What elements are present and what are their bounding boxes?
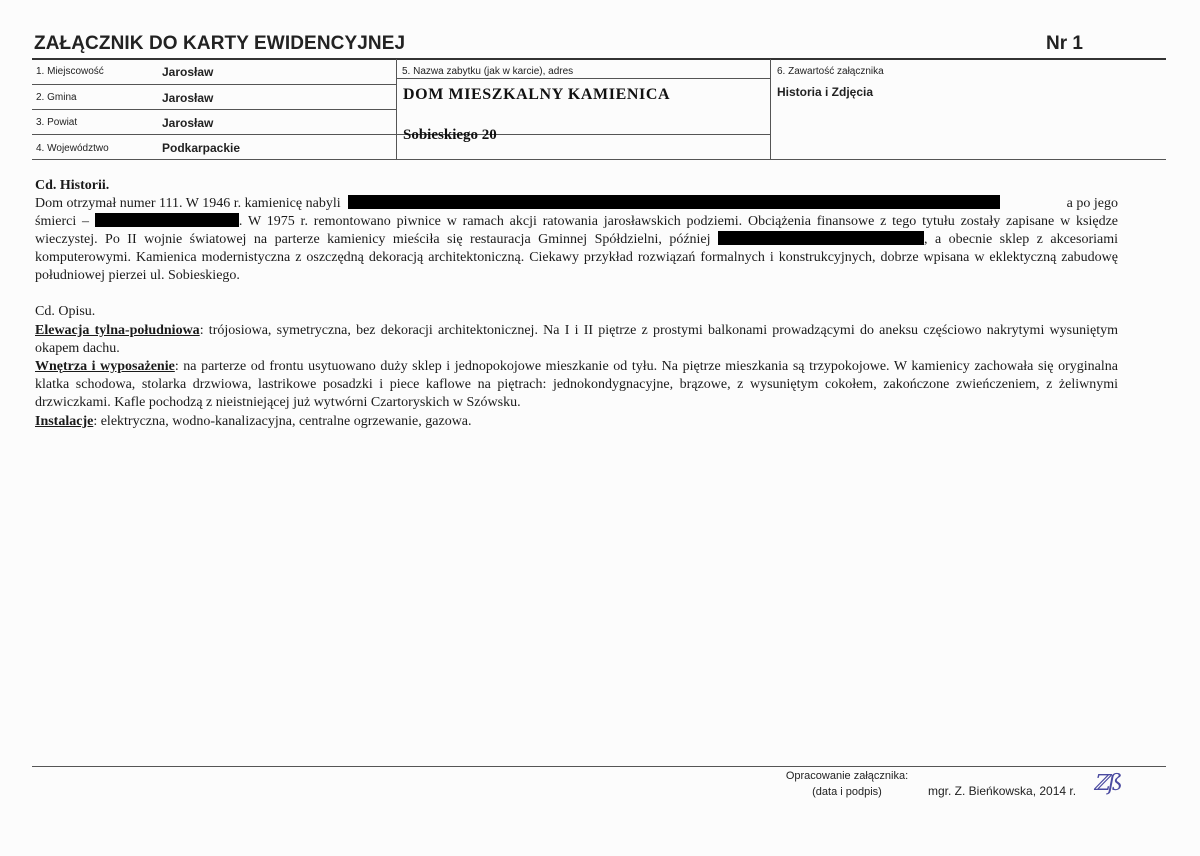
redaction-box xyxy=(95,213,239,227)
installations-text: : elektryczna, wodno-kanalizacyjna, centralne ogrzewanie, gazowa. xyxy=(93,414,472,429)
wojewodztwo-label: 4. Województwo xyxy=(36,143,109,154)
date-sign-label: (data i podpis) xyxy=(812,786,882,798)
monument-divider xyxy=(396,78,770,79)
gmina-value: Jarosław xyxy=(162,91,214,105)
table-bottom-border xyxy=(32,159,1166,160)
contents-label: 6. Zawartość załącznika xyxy=(777,66,884,77)
author: mgr. Z. Bieńkowska, 2014 r. xyxy=(928,784,1077,798)
contents-value: Historia i Zdjęcia xyxy=(777,85,874,99)
miejscowosc-label: 1. Miejscowość xyxy=(36,66,104,77)
history-paragraph xyxy=(35,213,1118,285)
monument-address: Sobieskiego 20 xyxy=(403,127,497,143)
elevation-text: : trójosiowa, symetryczna, bez dekoracji architektonicznej. Na I i II piętrze z prostymi balkonami prowadzącymi do aneksu częściowo nakrytymi wysuniętym okapem dachu. xyxy=(35,323,1118,356)
installations-label: Instalacje xyxy=(35,414,94,429)
history-text-3b: , a obecnie sklep z akcesoriami komputerowymi. Kamienica modernistyczna z oszczędną dekoracją architektoniczną. Ciekawy przykład rozwiązań formalnych i konstrukcyjnych, dobrze wpisana w eklektyczną zabudowę południowej pierzei ul. Sobieskiego. xyxy=(35,232,1119,283)
powiat-value: Jarosław xyxy=(162,116,214,130)
row-divider-2 xyxy=(32,109,396,110)
history-text-2b: . W 1975 r. remontowano piwnice w ramach akcji ratowania jarosławskich podziemi. Obciążenia finansowe z tego tytułu zostały zapisane w księdze wieczystej. Po II wojnie światowej na parterze kamienicy mieściła się restauracja Gminnej Spółdzielni, później xyxy=(35,214,1118,247)
installations-paragraph xyxy=(35,413,1118,431)
footer-rule xyxy=(32,766,1166,767)
elevation-paragraph xyxy=(35,322,1118,358)
document-title: ZAŁĄCZNIK DO KARTY EWIDENCYJNEJ xyxy=(34,33,406,54)
interior-label: Wnętrza i wyposażenie xyxy=(35,359,175,374)
redaction-box xyxy=(348,195,1000,209)
description-heading: Cd. Opisu. xyxy=(35,304,96,319)
wojewodztwo-value: Podkarpackie xyxy=(162,141,241,155)
powiat-label: 3. Powiat xyxy=(36,117,78,128)
history-text-1a: Dom otrzymał numer 111. W 1946 r. kamienicę nabyli xyxy=(35,196,341,211)
row-divider-1 xyxy=(32,84,396,85)
history-text-1b: a po jego xyxy=(1066,196,1118,211)
table-top-border xyxy=(32,58,1166,60)
gmina-label: 2. Gmina xyxy=(36,92,77,103)
elevation-label: Elewacja tylna-południowa xyxy=(35,323,200,338)
redaction-box xyxy=(718,231,924,245)
document-number: Nr 1 xyxy=(1046,33,1083,54)
row-divider-3 xyxy=(32,134,770,135)
history-heading: Cd. Historii. xyxy=(35,178,110,193)
miejscowosc-value: Jarosław xyxy=(162,65,214,79)
signature-mark: ℤß xyxy=(1093,771,1122,796)
table-divider-2 xyxy=(770,59,771,159)
interior-text: : na parterze od frontu usytuowano duży sklep i jednopokojowe mieszkanie od tyłu. Na piętrze mieszkania są trzypokojowe. W kamienicy zachowała się oryginalna klatka schodowa, stolarka drzwiowa, lastrikowe posadzki i piece kaflowe na piętrach: jednokondygnacyjne, brązowe, z wysuniętym cokołem, zakończone zwieńczeniem, z żeliwnymi drzwiczkami. Kafle pochodzą z nieistniejącej już wytwórni Czartoryskich w Szówsku. xyxy=(35,359,1118,410)
prepared-label: Opracowanie załącznika: xyxy=(785,770,909,782)
history-line-1 xyxy=(35,195,1118,213)
history-text-2a: śmierci – xyxy=(35,214,90,229)
interior-paragraph xyxy=(35,358,1118,412)
table-divider-1 xyxy=(396,59,397,159)
monument-label: 5. Nazwa zabytku (jak w karcie), adres xyxy=(402,66,574,77)
monument-name: DOM MIESZKALNY KAMIENICA xyxy=(403,86,671,103)
